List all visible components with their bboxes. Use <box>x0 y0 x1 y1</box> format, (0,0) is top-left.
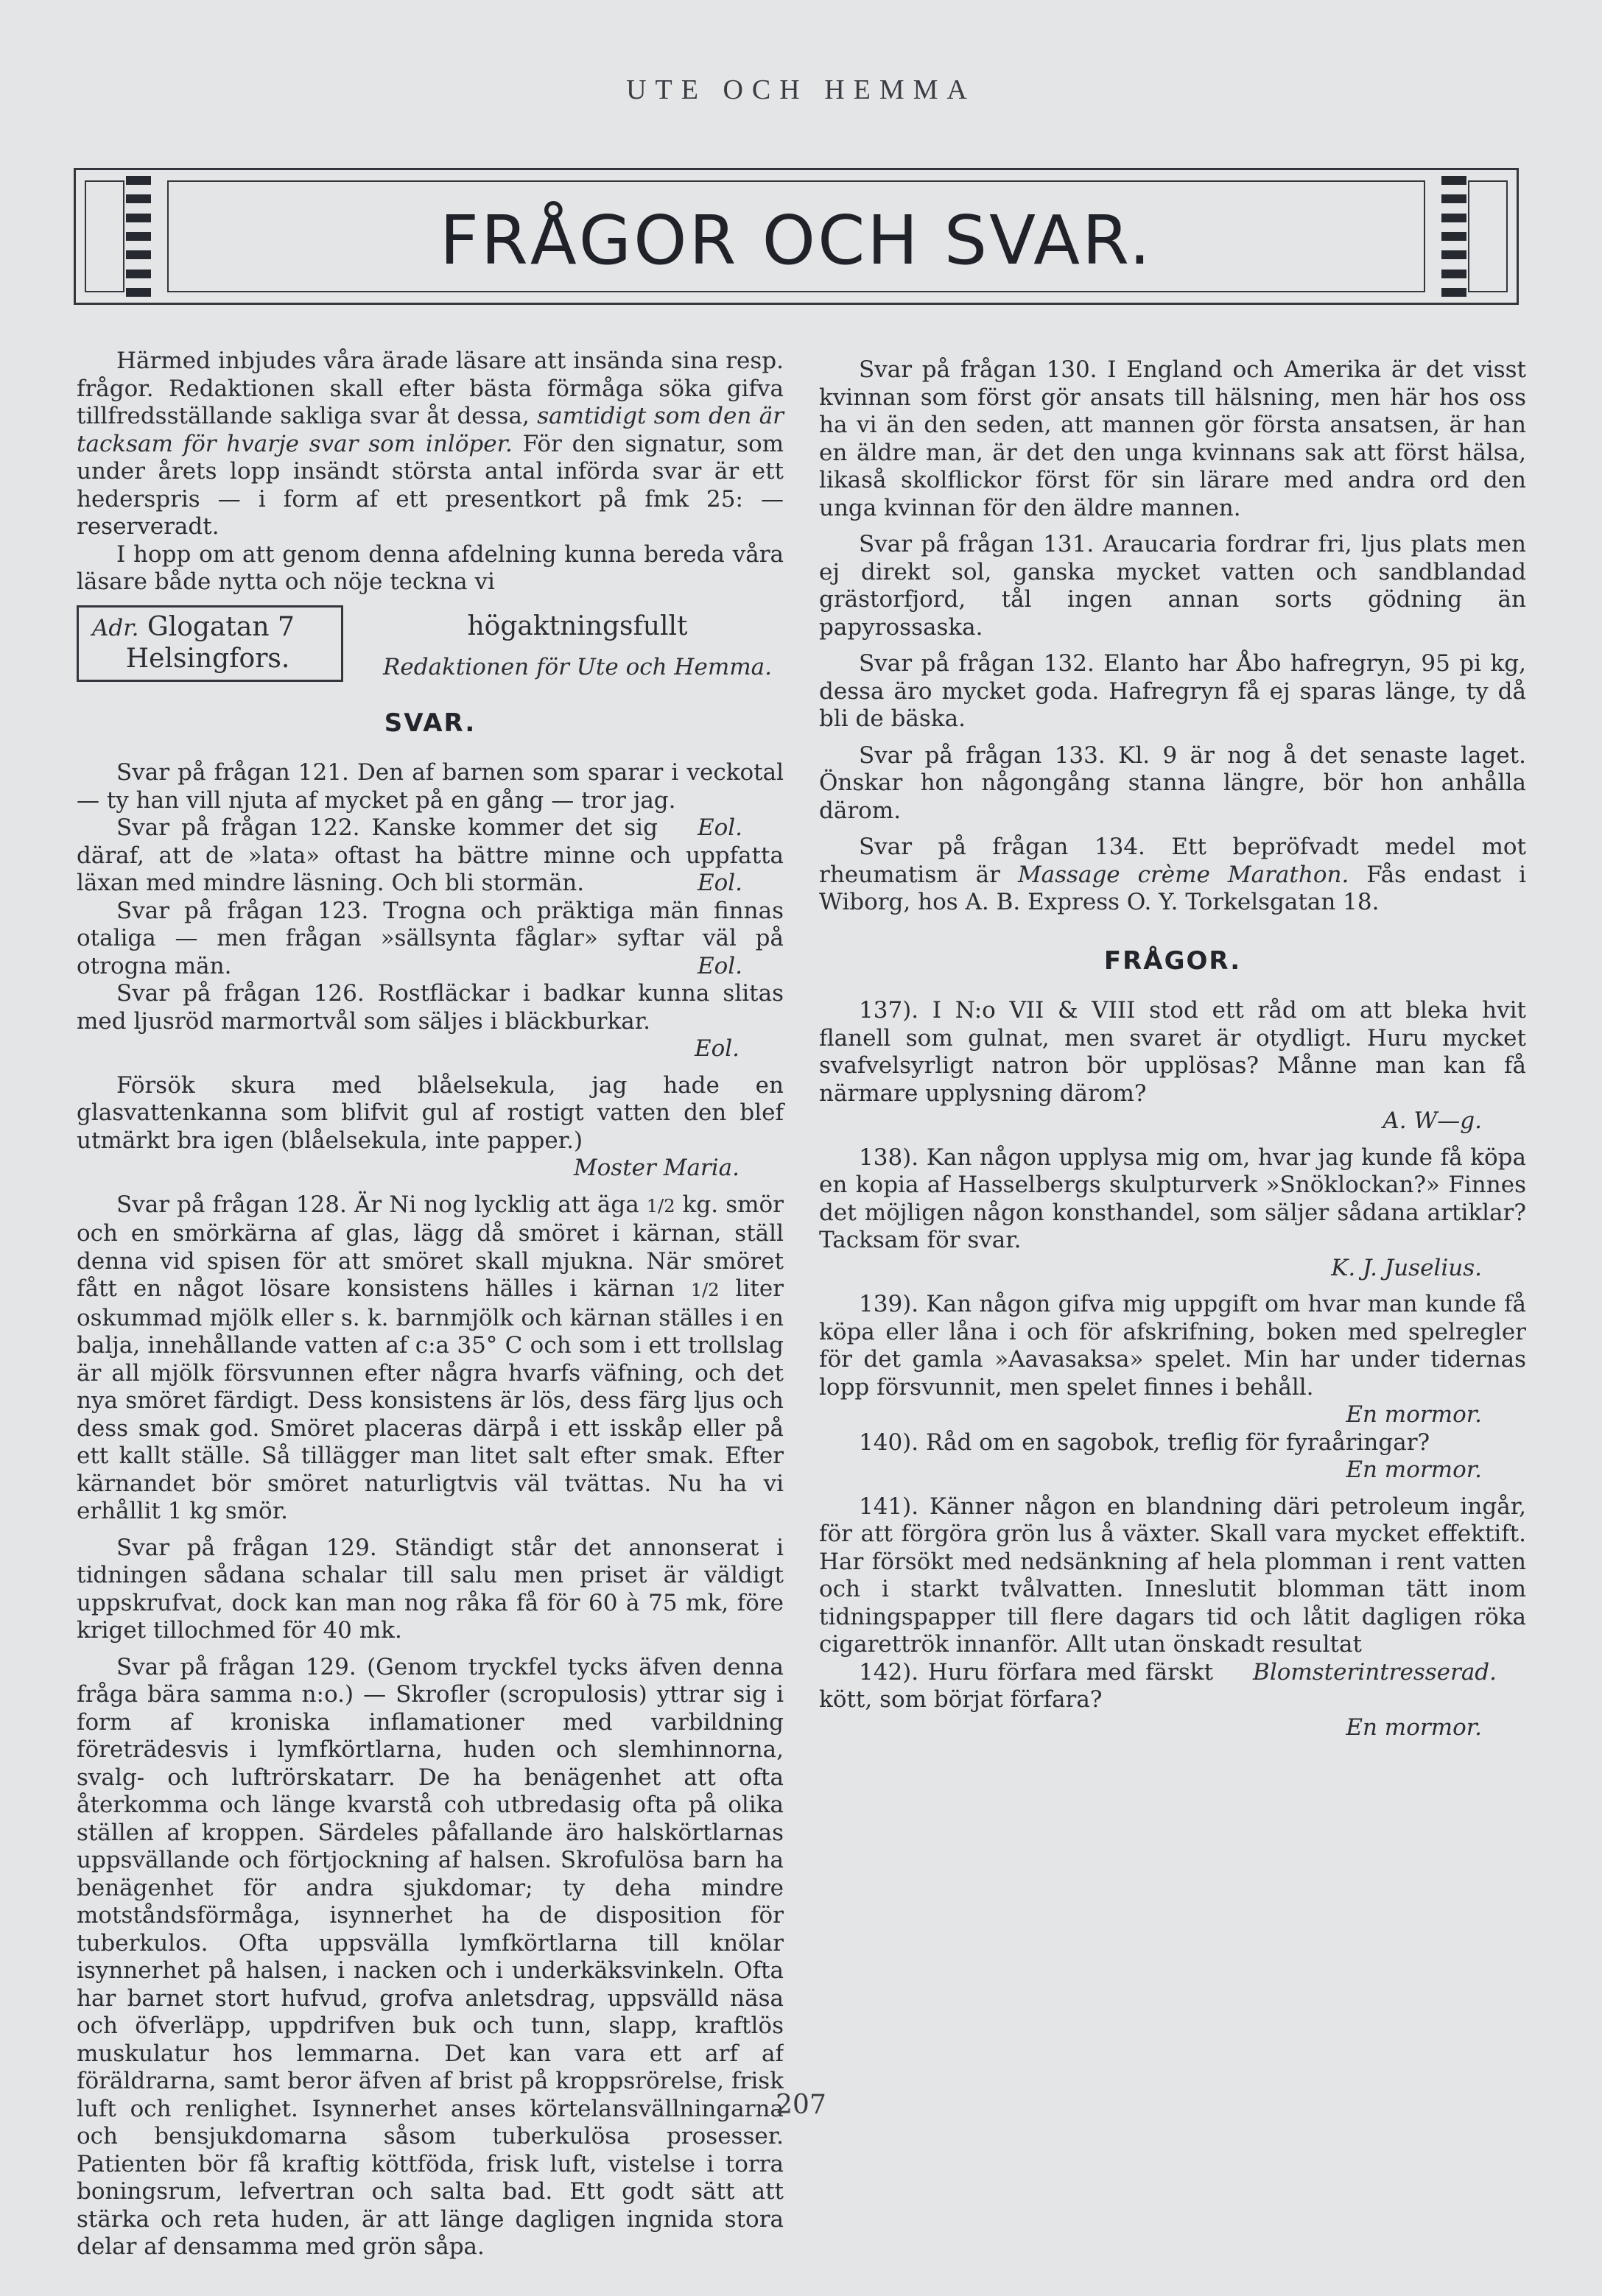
question-140-signature: En mormor. <box>1346 1457 1482 1483</box>
question-138-signature: K. J. Juselius. <box>1331 1254 1482 1281</box>
address-box: Adr. Glogatan 7 Helsingfors. <box>77 605 343 682</box>
answer-122: Svar på frågan 122. Kanske kommer det sig däraf, att de »lata» oftast ha bättre minne och uppfatta läxan med mindre läsning. Och bli stormän. Eol. <box>77 814 784 896</box>
answer-126-extra: Försök skura med blåelsekula, jag hade en glasvattenkanna som blifvit gul af rostigt vatten den blef utmärkt bra igen (blåelsekula, inte papper.) <box>77 1071 784 1154</box>
fragor-heading: FRÅGOR. <box>1103 945 1242 976</box>
running-head: UTE OCH HEMMA <box>626 74 976 105</box>
left-column <box>77 348 784 2296</box>
question-141: 141). Känner någon en blandning däri petroleum ingår, för att förgöra grön lus å växter. Skall vara mycket effektift. Har försökt med nedsänkning af hela plomman i rent vatten och i starkt tvålvatten. Inneslutit blomman tätt inom tidningspapper till flere dagars tid och låtit dagligen röka cigarettrök innanför. Allt utan önskadt resultat Blomsterintresserad. <box>819 1493 1526 1686</box>
page-number: 207 <box>776 2090 826 2120</box>
right-column <box>819 348 1526 1742</box>
answer-132: Svar på frågan 132. Elanto har Åbo hafregryn, 95 pi kg, dessa äro mycket goda. Hafregryn få ej sparas länge, ty då bli de bäska. <box>819 650 1526 732</box>
svar-heading: SVAR. <box>384 708 477 738</box>
intro-closing: I hopp om att genom denna afdelning kunna bereda våra läsare både nytta och nöje teckna vi <box>77 540 784 595</box>
answer-121: Svar på frågan 121. Den af barnen som sparar i veckotal — ty han vill njuta af mycket på en gång — tror jag. Eol. <box>77 759 784 841</box>
question-139: 139). Kan någon gifva mig uppgift om hvar man kunde få köpa eller låna i och för afskrifning, boken med spelregler för det gamla »Aavasaksa» spelet. Min har under tidernas lopp försvunnit, men spelet finnes i behåll. <box>819 1291 1526 1401</box>
answer-131: Svar på frågan 131. Araucaria fordrar fri, ljus plats men ej direkt sol, ganska mycket vatten och sandblandad grästorfjord, tål ingen annan sorts gödning än papyrossaska. <box>819 531 1526 641</box>
answer-129-b: Svar på frågan 129. (Genom tryckfel tycks äfven denna fråga bära samma n:o.) — Skrofler (scropulosis) yttrar sig i form af kroniska inflamationer med varbildning företrädesvis i lymfkörtlarna, huden och slemhinnorna, svalg- och luftrörskatarr. De ha benägenhet att ofta återkomma och länge kvarstå coh utbredasig ofta på olika ställen af kroppen. Särdeles påfallande äro halskörtlarnas uppsvällande och förtjockning af halsen. Skrofulösa barn ha benägenhet för andra sjukdomar; ty deha mindre motståndsförmåga, isynnerhet ha de disposition för tuberkulos. Ofta uppsvälla lymfkörtlarna till knölar isynnerhet på halsen, i nacken och i underkäksvinkeln. Ofta har barnet stort hufvud, grofva anletsdrag, uppsvälld näsa och öfverläpp, uppdrifven buk och tunn, slapp, kraftlös muskulatur hos lemmarna. Det kan vara ett arf af föräldrarna, samt beror äfven af brist på kroppsrörelse, frisk luft och renlighet. Isynnerhet anses körtelansvällningarna och bensjukdomarna såsom tuberkulösa prosesser. Patienten bör få kraftig köttföda, frisk luft, vistelse i torra boningsrum, lefvertran och salta bad. Ett godt sätt att stärka och reta huden, är att länge dagligen ingnida stora delar af densamma med grön såpa. <box>77 1653 784 2260</box>
answer-126: Svar på frågan 126. Rostfläckar i badkar kunna slitas med ljusröd marmortvål som säljes i bläckburkar. <box>77 980 784 1035</box>
question-142-signature: En mormor. <box>1346 1714 1482 1741</box>
answer-129-a: Svar på frågan 129. Ständigt står det annonserat i tidningen sådana schalar till salu men priset är väldigt uppskrufvat, dock kan man nog råka få för 60 à 75 mk, före kriget tillochmed för 40 mk. <box>77 1534 784 1644</box>
address-block <box>77 605 784 691</box>
question-140: 140). Råd om en sagobok, treflig för fyraåringar? <box>859 1429 1430 1456</box>
question-142: 142). Huru förfara med färskt kött, som börjat förfara? <box>819 1658 1214 1713</box>
question-139-signature: En mormor. <box>1346 1401 1482 1428</box>
answer-133: Svar på frågan 133. Kl. 9 är nog å det senaste laget. Önskar hon någongång stanna längre, bör hon anhålla därom. <box>819 742 1526 824</box>
question-138: 138). Kan någon upplysa mig om, hvar jag kunde få köpa en kopia af Hasselbergs skulpturverk »Snöklockan?» Finnes det möjligen någon konsthandel, som säljer sådana artiklar? Tacksam för svar. <box>819 1144 1526 1253</box>
answer-128: Svar på frågan 128. Är Ni nog lycklig att äga 1/2 kg. smör och en smörkärna af glas, lägg då smöret i kärnan, ställ denna vid spisen för att smöret skall mjukna. När smöret fått en något lösare konsistens hälles i kärnan 1/2 liter oskummad mjölk eller s. k. barnmjölk och kärnan ställes i en balja, innehållande vatten af c:a 35° C och som i ett trollslag är all mjölk försvunnen efter några hvarfs väfning, och det nya smöret färdigt. Dess konsistens är lös, dess färg ljus och dess smak god. Smöret placeras därpå i ett isskåp eller på ett kallt ställe. Så tillägger man litet salt efter smak. Efter kärnandet bör smöret naturligtvis väl tvättas. Nu ha vi erhållit 1 kg smör. <box>77 1191 784 1524</box>
question-137-signature: A. W—g. <box>1383 1107 1482 1134</box>
question-137: 137). I N:o VII & VIII stod ett råd om att bleka hvit flanell som gulnat, men svaret är otydligt. Huru mycket svafvelsyrligt natron bör upplösas? Månne man kan få närmare upplysning därom? <box>819 997 1526 1107</box>
greeting: högaktningsfullt Redaktionen för Ute och Hemma. <box>383 610 772 680</box>
answer-126-signature: Eol. <box>694 1035 739 1062</box>
title-banner <box>74 168 1519 305</box>
answer-130: Svar på frågan 130. I England och Amerika är det visst kvinnan som först gör ansats till hälsning, men här hos oss ha vi än den seden, att mannen gör första ansatsen, är han en äldre man, är det den unga kvinnans sak att först hälsa, likaså skolflickor först för sin lärare med andra ord den unga kvinnan för den äldre mannen. <box>819 356 1526 521</box>
answer-126-extra-signature: Moster Maria. <box>573 1155 739 1181</box>
answer-123: Svar på frågan 123. Trogna och präktiga män finnas otaliga — men frågan »sällsynta fåglar» syftar väl på otrogna män. Eol. <box>77 897 784 979</box>
page-title: FRÅGOR OCH SVAR. <box>440 201 1153 280</box>
answer-134: Svar på frågan 134. Ett bepröfvadt medel mot rheumatism är Massage crème Marathon. Fås endast i Wiborg, hos A. B. Express O. Y. Torkelsgatan 18. <box>819 834 1526 915</box>
intro-paragraph: Härmed inbjudes våra ärade läsare att insända sina resp. frågor. Redaktionen skall efter bästa förmåga söka gifva tillfredsställande sakliga svar åt dessa, samtidigt som den är tacksam för hvarje svar som inlöper. För den signatur, som under årets lopp insändt största antal införda svar är ett hederspris — i form af ett presentkort på fmk 25: — reserveradt. <box>77 348 784 540</box>
